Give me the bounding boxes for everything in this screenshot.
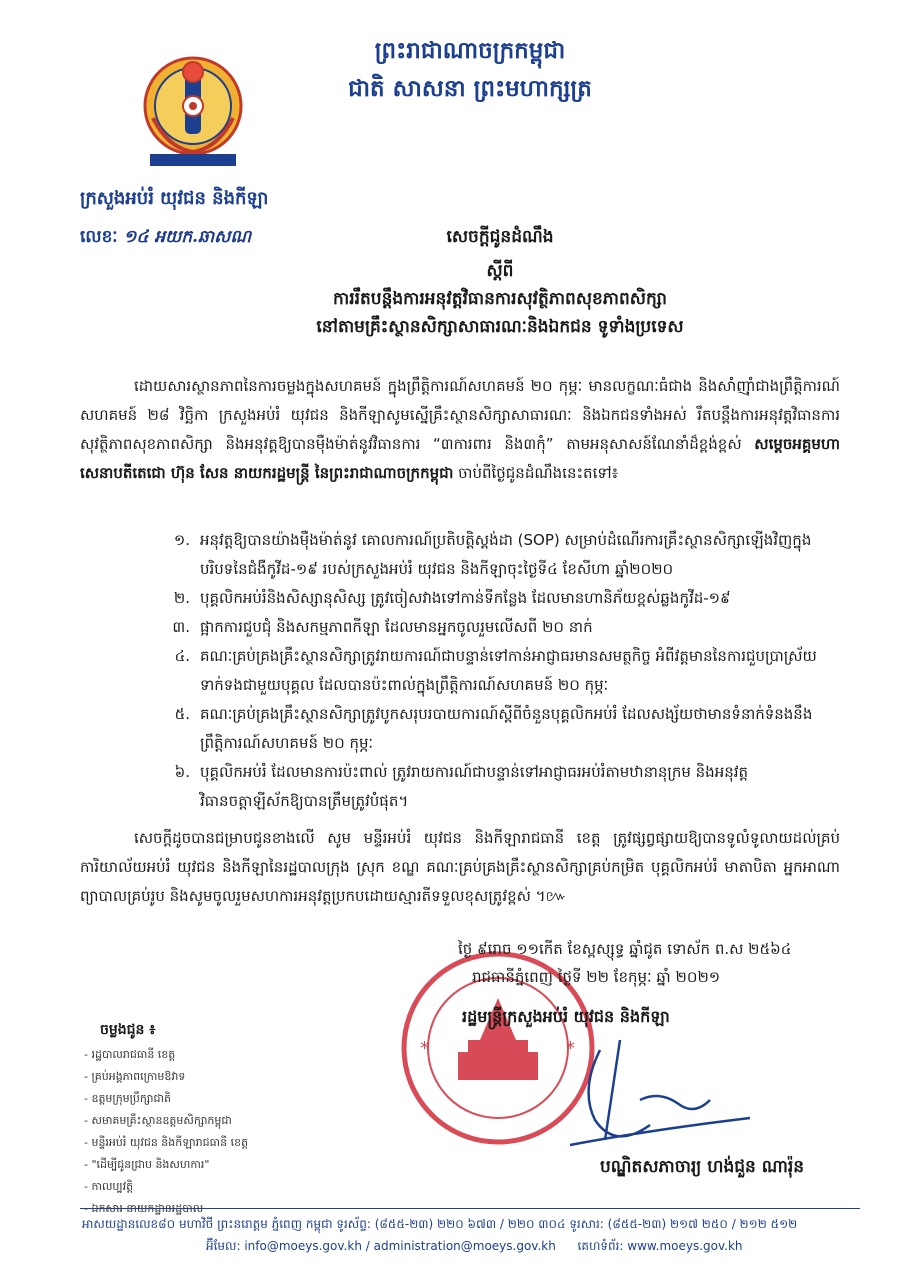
- kingdom-name: ព្រះរាជាណាចក្រកម្ពុជា: [374, 37, 566, 64]
- svg-text:*: *: [566, 1038, 575, 1059]
- email-link[interactable]: info@moeys.gov.kh / administration@moeys.gov.kh: [244, 1239, 556, 1253]
- document-topic-line2: នៅតាមគ្រឹះស្ថានសិក្សាសាធារណៈនិងឯកជន ទូទាំងប្រទេស: [316, 317, 684, 337]
- website-link[interactable]: www.moeys.gov.kh: [627, 1239, 743, 1253]
- kingdom-heading: [320, 32, 620, 108]
- list-text: គណៈគ្រប់គ្រងគ្រឹះស្ថានសិក្សាត្រូវបូកសរុបរបាយការណ៍ស្តីពីចំនួនបុគ្គលិកអប់រំ ដែលសង្ស័យថាមានទំនាក់ទំនងនឹងព្រឹត្តិការណ៍សហគមន៍ ២០ កុម្ភៈ: [200, 705, 813, 752]
- solar-date: រាជធានីភ្នំពេញ ថ្ងៃទី ២២ ខែកុម្ភៈ ឆ្នាំ ២០២១: [472, 968, 721, 986]
- list-item: [80, 642, 840, 700]
- intro-text: ដោយសារស្ថានភាពនៃការចម្លងក្នុងសហគមន៍ ក្នុងព្រឹត្តិការណ៍សហគមន៍ ២០ កុម្ភៈ មានលក្ខណៈធំជាង និងសាំញ៉ាំជាងព្រឹត្តិការណ៍សហគមន៍ ២៨ វិច្ឆិកា ក្រសួងអប់រំ យុវជន និងកីឡាសូមស្នើគ្រឹះស្ថានសិក្សាសាធារណៈ និងឯកជនទាំងអស់ រឹតបន្តឹងការអនុវត្តវិធានការសុវត្ថិភាពសុខភាពសិក្សា និងអនុវត្តឱ្យបានម៉ឺងម៉ាត់នូវវិធានការ “៣ការពារ និង៣កុំ” តាមអនុសាសន៍ណែនាំដ៏ខ្ពង់ខ្ពស់: [80, 377, 840, 453]
- list-item: [80, 584, 840, 613]
- cc-item: - មន្ទីរអប់រំ យុវជន និងកីឡារាជធានី ខេត្ត: [84, 1132, 248, 1154]
- signer-title: រដ្ឋមន្ត្រីក្រសួងអប់រំ យុវជន និងកីឡា: [462, 1007, 670, 1026]
- list-number: ១.: [173, 531, 190, 549]
- list-text: ផ្អាកការជួបជុំ និងសកម្មភាពកីឡា ដែលមានអ្នកចូលរួមលើសពី ២០ នាក់: [200, 618, 593, 636]
- svg-text:*: *: [420, 1038, 429, 1059]
- list-number: ២.: [173, 589, 190, 607]
- list-number: ៣.: [172, 618, 190, 636]
- cc-item: - ឧត្តមក្រុមប្រឹក្សាជាតិ: [84, 1088, 248, 1110]
- ministry-name: ក្រសួងអប់រំ យុវជន និងកីឡា: [80, 188, 269, 209]
- closing-paragraph: សេចក្តីដូចបានជម្រាបជូនខាងលើ សូម មន្ទីរអប់រំ យុវជន និងកីឡារាជធានី ខេត្ត ត្រូវផ្សព្វផ្សាយឱ្យបានទូលំទូលាយដល់គ្រប់ការិយាល័យអប់រំ យុវជន និងកីឡានៃរដ្ឋបាលក្រុង ស្រុក ខណ្ឌ គណៈគ្រប់គ្រងគ្រឹះស្ថានសិក្សាគ្រប់កម្រិត បុគ្គលិកអប់រំ មាតាបិតា អ្នកអាណាព្យាបាលគ្រប់រូប និងសូមចូលរួមសហការអនុវត្តប្រកបដោយស្មារតីទទួលខុសត្រូវខ្ពស់ ។៚: [80, 829, 840, 905]
- list-item: [80, 700, 840, 758]
- footer-address: អាសយដ្ឋានលេខ៨០ មហាវិថី ព្រះនរោត្តម ភ្នំពេញ កម្ពុជា ទូរស័ព្ទ: (៨៥៥-២៣) ២២០ ៦៧៣ / ២២០ ៣០៤ ទូរសារ: (៨៥៥-២៣) ២១៧ ២៥០ / ២១២ ៥១២: [82, 1217, 798, 1231]
- list-number: ៤.: [174, 647, 190, 665]
- cc-item: - គ្រប់អង្គភាពក្រោមឱវាទ: [84, 1066, 248, 1088]
- intro-bold-text: សម្តេចអគ្គមហាសេនាបតីតេជោ ហ៊ុន សែន នាយករដ្ឋមន្ត្រី នៃព្រះរាជាណាចក្រកម្ពុជា: [80, 435, 840, 482]
- cc-item: - រដ្ឋបាលរាជធានី ខេត្ត: [84, 1044, 248, 1066]
- list-item: [80, 758, 840, 816]
- document-topic-line1: ការរឹតបន្តឹងការអនុវត្តវិធានការសុវត្ថិភាពសុខភាពសិក្សា: [333, 289, 667, 309]
- list-text: អនុវត្តឱ្យបានយ៉ាងម៉ឺងម៉ាត់នូវ គោលការណ៍ប្រតិបត្តិស្តង់ដា (SOP) សម្រាប់ដំណើរការគ្រឹះស្ថានសិក្សាឡើងវិញក្នុងបរិបទនៃជំងឺកូវីដ-១៩ របស់ក្រសួងអប់រំ យុវជន និងកីឡាចុះថ្ងៃទី៤ ខែសីហា ឆ្នាំ២០២០: [200, 531, 812, 578]
- intro-end-text: ចាប់ពីថ្ងៃជូនដំណឹងនេះតទៅ៖: [453, 464, 619, 482]
- cc-item: - កាលប្បវត្តិ: [84, 1176, 248, 1198]
- list-number: ៥.: [174, 705, 190, 723]
- lunar-date: ថ្ងៃ ៩រោច ១១កើត ខែស្ពស្សុទ្ធ ឆ្នាំជូត ទោស័ក ព.ស ២៥៦៤: [458, 940, 792, 958]
- national-motto: ជាតិ សាសនា ព្រះមហាក្សត្រ: [348, 75, 592, 102]
- list-text: បុគ្គលិកអប់រំ ដែលមានការប៉ះពាល់ ត្រូវរាយការណ៍ជាបន្ទាន់ទៅអាជ្ញាធរអប់រំតាមឋានានុក្រម និងអនុវត្តវិធានចត្តាឡីស័កឱ្យបានត្រឹមត្រូវបំផុត។: [200, 763, 749, 810]
- cc-title: ចម្លងជូន ៖: [100, 1022, 156, 1038]
- list-item: [80, 526, 840, 584]
- signature: [560, 1030, 760, 1160]
- footer-divider: [80, 1208, 860, 1209]
- cc-item: - ឯកសារ នាយកដ្ឋានរដ្ឋបាល: [84, 1198, 248, 1220]
- intro-paragraph: [80, 372, 840, 488]
- list-text: គណៈគ្រប់គ្រងគ្រឹះស្ថានសិក្សាត្រូវរាយការណ៍ជាបន្ទាន់ទៅកាន់អាជ្ញាធរមានសមត្ថកិច្ច អំពីវត្តមាននៃការជួបប្រាស្រ័យទាក់ទងជាមួយបុគ្គល ដែលបានប៉ះពាល់ក្នុងព្រឹត្តិការណ៍សហគមន៍ ២០ កុម្ភៈ: [200, 647, 817, 694]
- cc-item: - "ដើម្បីជូនជ្រាប និងសហការ": [84, 1154, 248, 1176]
- cc-list: [84, 1044, 248, 1220]
- list-number: ៦.: [174, 763, 190, 781]
- web-label: គេហទំព័រ:: [577, 1239, 624, 1253]
- footer-contact: [206, 1238, 743, 1256]
- reference-code: អយក.ឆាសណ: [154, 227, 252, 247]
- measures-list: [80, 526, 840, 816]
- cc-item: - សមាគមគ្រឹះស្ថានឧត្តមសិក្សាកម្ពុជា: [84, 1110, 248, 1132]
- email-label: អ៊ីមែល:: [206, 1239, 241, 1253]
- list-item: [80, 613, 840, 642]
- reference-label: លេខៈ: [80, 227, 118, 247]
- document-title: សេចក្តីជូនដំណឹង: [446, 227, 554, 247]
- signer-name: បណ្ឌិតសភាចារ្យ ហង់ជួន ណារ៉ុន: [600, 1157, 805, 1177]
- ministry-emblem: [138, 48, 248, 173]
- list-text: បុគ្គលិកអប់រំនិងសិស្សានុសិស្ស ត្រូវចៀសវាងទៅកាន់ទីកន្លែង ដែលមានហានិភ័យខ្ពស់ឆ្លងកូវីដ-១៩: [200, 589, 731, 607]
- document-subtitle: ស្តីពី: [486, 261, 514, 281]
- reference-value: ១៤: [123, 227, 149, 247]
